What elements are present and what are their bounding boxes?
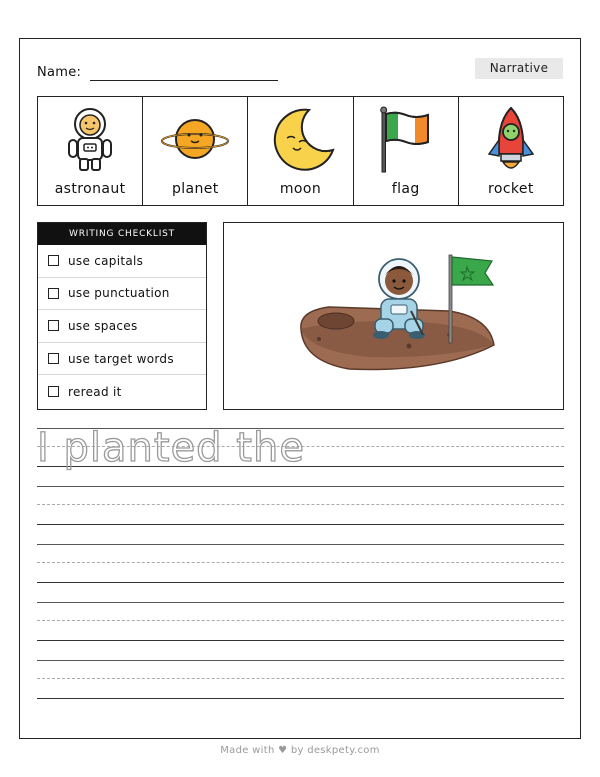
checkbox[interactable] (48, 255, 59, 266)
name-label: Name: (37, 65, 82, 80)
genre-badge: Narrative (475, 58, 563, 79)
checklist-item-label: use capitals (68, 253, 144, 268)
word-bank (37, 96, 564, 206)
checklist-item-label: reread it (68, 384, 122, 399)
word-card-astronaut (38, 97, 143, 205)
checklist-item[interactable] (38, 343, 206, 376)
writing-line[interactable] (37, 602, 564, 660)
word-card-planet (143, 97, 248, 205)
checklist-item[interactable] (38, 278, 206, 311)
worksheet (19, 38, 581, 739)
checkbox[interactable] (48, 386, 59, 397)
footer (0, 745, 600, 756)
checklist-title: WRITING CHECKLIST (38, 223, 206, 245)
checklist-item[interactable] (38, 375, 206, 408)
heart-icon: ♥ (278, 745, 288, 756)
writing-checklist (37, 222, 207, 410)
word-card-moon (248, 97, 353, 205)
checklist-item[interactable] (38, 310, 206, 343)
astronaut-planting-flag-illustration (289, 251, 499, 381)
moon-icon (261, 103, 341, 175)
word-card-rocket (459, 97, 563, 205)
writing-line[interactable] (37, 425, 564, 486)
picture-prompt (223, 222, 564, 410)
trace-sentence-starter: I planted the (37, 425, 305, 471)
checkbox[interactable] (48, 320, 59, 331)
rocket-icon (471, 103, 551, 175)
word-card-flag (354, 97, 459, 205)
word-rocket: rocket (488, 181, 534, 197)
checklist-item-label: use spaces (68, 318, 138, 333)
writing-line[interactable] (37, 660, 564, 718)
writing-line[interactable] (37, 544, 564, 602)
footer-made-with: Made with (220, 745, 275, 756)
word-flag: flag (391, 181, 420, 197)
checkbox[interactable] (48, 353, 59, 364)
name-row (37, 61, 278, 81)
astronaut-icon (50, 103, 130, 175)
flag-icon (366, 103, 446, 175)
checklist-item-label: use target words (68, 351, 174, 366)
writing-line[interactable] (37, 486, 564, 544)
writing-area[interactable] (37, 425, 564, 718)
planet-icon (155, 103, 235, 175)
name-field[interactable] (90, 65, 278, 81)
word-astronaut: astronaut (54, 181, 126, 197)
checklist-item[interactable] (38, 245, 206, 278)
word-planet: planet (171, 181, 219, 197)
checkbox[interactable] (48, 288, 59, 299)
checklist-item-label: use punctuation (68, 286, 170, 301)
footer-credit: by deskpety.com (290, 745, 380, 756)
word-moon: moon (279, 181, 322, 197)
